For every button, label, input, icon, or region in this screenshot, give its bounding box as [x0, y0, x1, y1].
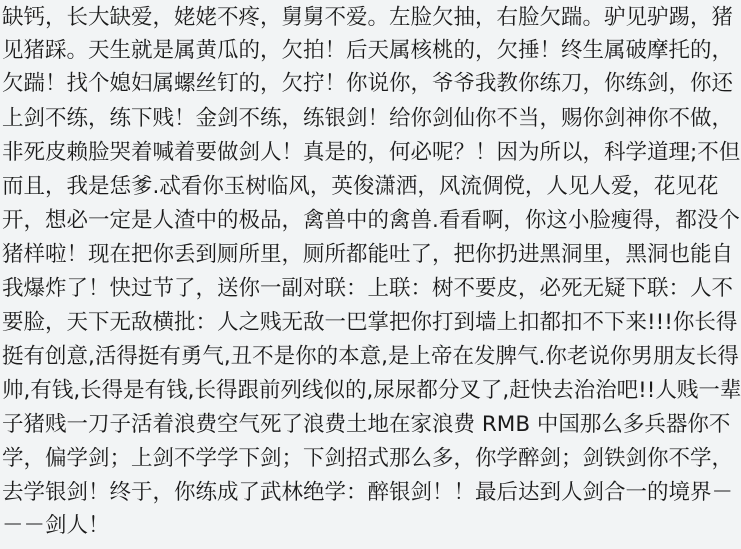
text-line: 我爆炸了！快过节了，送你一副对联：上联：树不要皮，必死无疑下联：人不	[2, 276, 734, 301]
text-line: 上剑不练，练下贱！金剑不练，练银剑！给你剑仙你不当，赐你剑神你不做，	[2, 106, 734, 131]
text-line: 帅,有钱,长得是有钱,长得跟前列线似的,尿尿都分叉了,赶快去治治吧!!人贱一辈	[2, 378, 741, 403]
text-line: 而且，我是恁爹.忒看你玉树临风，英俊潇洒，风流倜傥，人见人爱，花见花	[2, 174, 719, 199]
text-line: 见猪踩。天生就是属黄瓜的，欠拍！后天属核桃的，欠捶！终生属破摩托的，	[2, 38, 734, 63]
text-line: 开，想必一定是人渣中的极品，禽兽中的禽兽.看看啊，你这小脸瘦得，都没个	[2, 208, 740, 233]
text-line: 学，偏学剑；上剑不学学下剑；下剑招式那么多，你学醉剑；剑铁剑你不学，	[2, 446, 734, 471]
text-line: 要脸，天下无敌横批：人之贱无敌一巴掌把你打到墙上扣都扣不下来!!!你长得	[2, 310, 738, 335]
text-line: 猪样啦！现在把你丢到厕所里，厕所都能吐了，把你扔进黑洞里，黑洞也能自	[2, 242, 734, 267]
text-line: －－剑人！	[2, 513, 110, 538]
text-line: 挺有创意,活得挺有勇气,丑不是你的本意,是上帝在发脾气.你老说你男朋友长得	[2, 344, 739, 369]
text-line: 去学银剑！终于，你练成了武林绝学：醉银剑！！最后达到人剑合一的境界－	[2, 480, 734, 505]
text-line: 子猪贱一刀子活着浪费空气死了浪费土地在家浪费 RMB 中国那么多兵器你不	[2, 412, 731, 437]
text-line: 欠踹！找个媳妇属螺丝钉的，欠拧！你说你，爷爷我教你练刀，你练剑，你还	[2, 71, 734, 96]
text-line: 非死皮赖脸哭着喊着要做剑人！真是的，何必呢？！因为所以，科学道理;不但	[2, 140, 741, 165]
text-line: 缺钙，长大缺爱，姥姥不疼，舅舅不爱。左脸欠抽，右脸欠踹。驴见驴踢，猪	[2, 5, 734, 30]
